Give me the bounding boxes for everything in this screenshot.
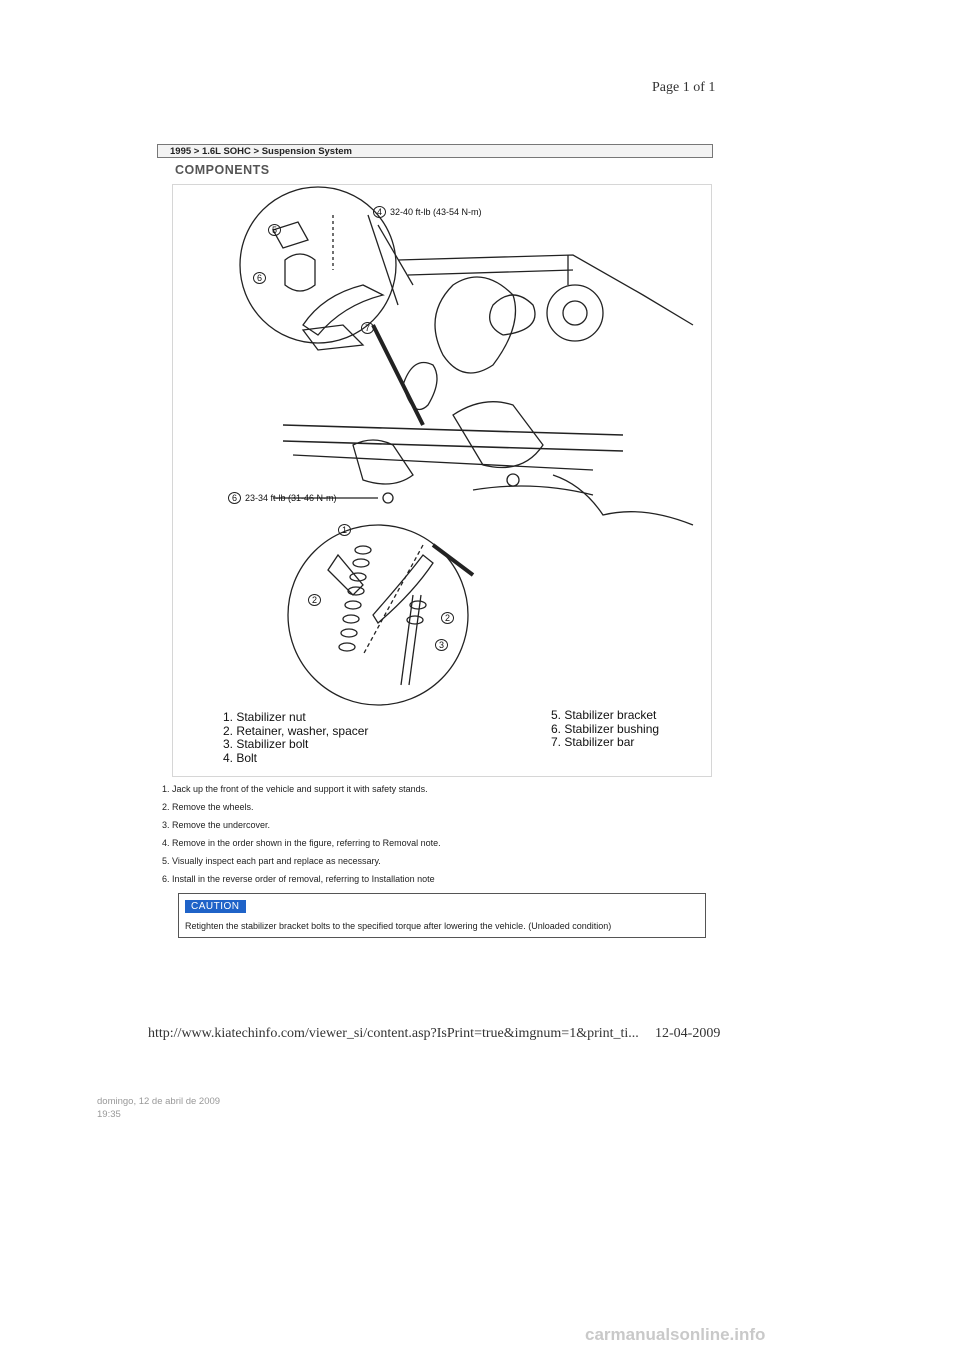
legend-right bbox=[551, 709, 659, 750]
step-item: 4. Remove in the order shown in the figure, referring to Removal note. bbox=[162, 838, 441, 848]
caution-badge: CAUTION bbox=[185, 900, 246, 913]
breadcrumb[interactable]: 1995 > 1.6L SOHC > Suspension System bbox=[157, 144, 713, 158]
watermark: carmanualsonline.info bbox=[585, 1325, 766, 1344]
footer-date: 12-04-2009 bbox=[655, 1026, 721, 1041]
legend-item: 3. Stabilizer bolt bbox=[223, 737, 309, 751]
callout-5: 5 bbox=[268, 225, 281, 235]
page-number: Page 1 of 1 bbox=[652, 80, 716, 95]
note-date: domingo, 12 de abril de 2009 bbox=[97, 1096, 221, 1107]
legend-item: 6. Stabilizer bushing bbox=[551, 721, 660, 736]
callout-torque-4-text: 32-40 ft-lb (43-54 N-m) bbox=[390, 207, 482, 217]
callout-2-right: 2 bbox=[441, 613, 454, 623]
callout-number-4: 4 bbox=[373, 206, 386, 218]
components-diagram bbox=[172, 184, 712, 777]
timestamp-note bbox=[97, 1095, 220, 1121]
legend-item: 4. Bolt bbox=[223, 750, 258, 765]
step-item: 3. Remove the undercover. bbox=[162, 820, 271, 830]
legend-item: 1. Stabilizer nut bbox=[223, 710, 306, 724]
callout-torque-6-text: 23-34 ft-lb (31-46 N-m) bbox=[245, 493, 337, 503]
step-item: 1. Jack up the front of the vehicle and support it with safety stands. bbox=[162, 784, 428, 794]
callout-6-top: 6 bbox=[253, 273, 266, 283]
callout-torque-6 bbox=[228, 493, 337, 503]
step-item: 5. Visually inspect each part and replace as necessary. bbox=[162, 856, 381, 866]
caution-box bbox=[178, 893, 706, 938]
callout-2-left: 2 bbox=[308, 595, 321, 605]
callout-torque-4 bbox=[373, 207, 482, 217]
step-item: 2. Remove the wheels. bbox=[162, 802, 254, 812]
legend-item: 2. Retainer, washer, spacer bbox=[223, 723, 369, 738]
legend-item: 5. Stabilizer bracket bbox=[551, 708, 657, 722]
step-item: 6. Install in the reverse order of removal, referring to Installation note bbox=[162, 874, 435, 884]
legend-item: 7. Stabilizer bar bbox=[551, 735, 635, 749]
callout-3: 3 bbox=[435, 640, 448, 650]
section-title: COMPONENTS bbox=[175, 163, 270, 177]
callout-7: 7 bbox=[361, 323, 374, 333]
callout-number-6: 6 bbox=[228, 492, 241, 504]
caution-text: Retighten the stabilizer bracket bolts to the specified torque after lowering the vehicle. (Unloaded condition) bbox=[185, 921, 612, 931]
callout-1: 1 bbox=[338, 525, 351, 535]
legend-left bbox=[223, 711, 368, 765]
note-time: 19:35 bbox=[97, 1109, 121, 1120]
footer-url[interactable]: http://www.kiatechinfo.com/viewer_si/content.asp?IsPrint=true&imgnum=1&print_ti... bbox=[148, 1026, 639, 1041]
procedure-steps bbox=[162, 784, 441, 892]
